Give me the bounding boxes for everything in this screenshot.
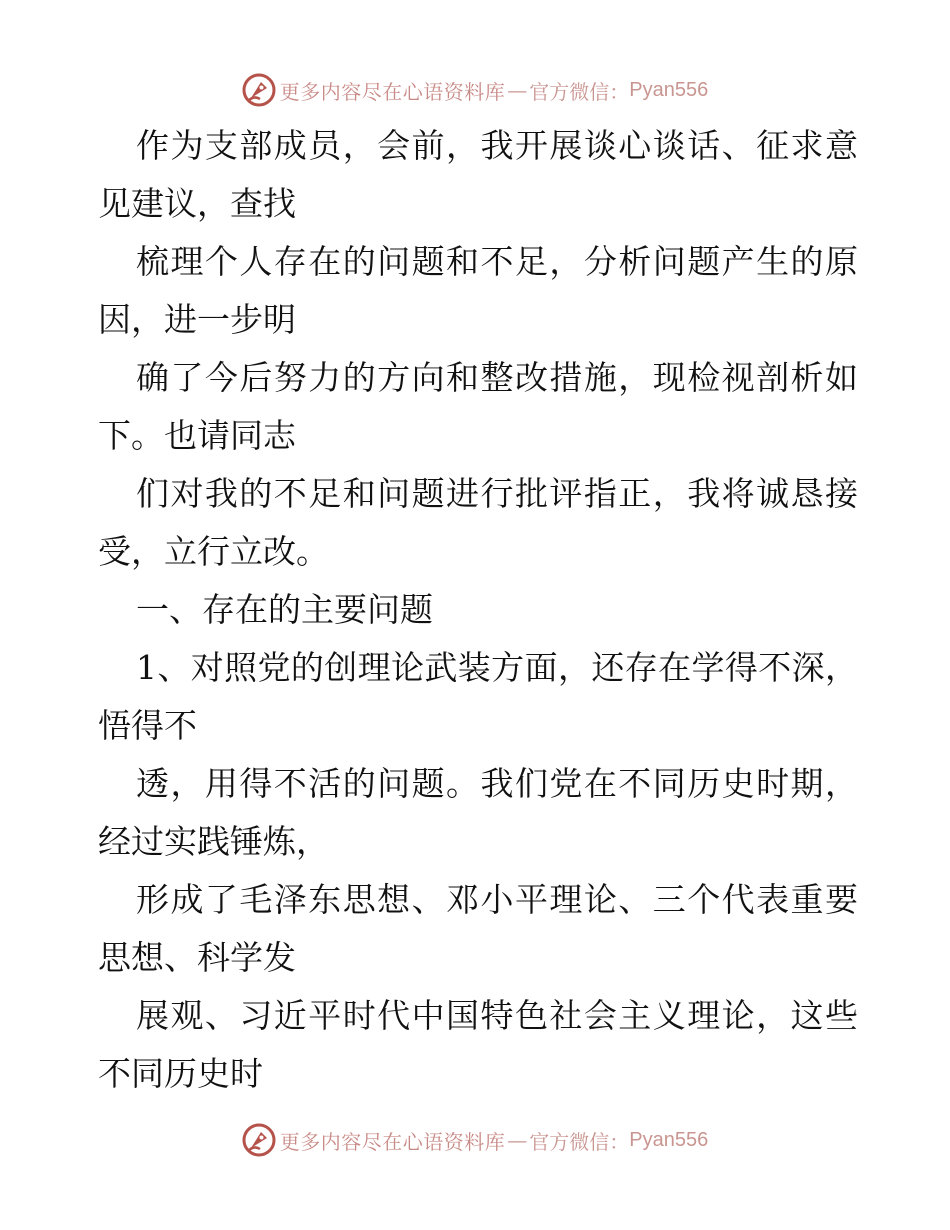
watermark-dash: — bbox=[507, 78, 528, 102]
paragraph: 确了今后努力的方向和整改措施，现检视剖析如下。也请同志 bbox=[98, 358, 858, 455]
watermark-brand: 更多内容尽在心语资料库 bbox=[279, 1129, 506, 1154]
watermark-header bbox=[0, 68, 950, 112]
paragraph: 梳理个人存在的问题和不足，分析问题产生的原因，进一步明 bbox=[98, 242, 858, 339]
paragraph: 作为支部成员，会前，我开展谈心谈话、征求意见建议，查找 bbox=[98, 126, 858, 223]
watermark-wechat-label: 官方微信： bbox=[529, 79, 630, 104]
watermark-account: Pyan556 bbox=[629, 1128, 709, 1151]
document-body bbox=[98, 117, 858, 1103]
pen-nib-logo-icon bbox=[242, 73, 276, 107]
watermark-wechat-label: 官方微信： bbox=[529, 1129, 630, 1154]
pen-nib-logo-icon bbox=[242, 1123, 276, 1157]
watermark-brand: 更多内容尽在心语资料库 bbox=[279, 79, 506, 104]
watermark-dash: — bbox=[507, 1128, 528, 1152]
watermark-footer bbox=[0, 1118, 950, 1162]
paragraph: 1、对照党的创理论武装方面，还存在学得不深，悟得不 bbox=[98, 648, 858, 745]
paragraph: 展观、习近平时代中国特色社会主义理论，这些不同历史时 bbox=[98, 996, 858, 1093]
paragraph: 形成了毛泽东思想、邓小平理论、三个代表重要思想、科学发 bbox=[98, 880, 858, 977]
section-heading: 一、存在的主要问题 bbox=[136, 590, 433, 629]
paragraph: 透，用得不活的问题。我们党在不同历史时期，经过实践锤炼， bbox=[98, 764, 858, 861]
paragraph: 们对我的不足和问题进行批评指正，我将诚恳接受，立行立改。 bbox=[98, 474, 858, 571]
watermark-account: Pyan556 bbox=[629, 78, 709, 101]
